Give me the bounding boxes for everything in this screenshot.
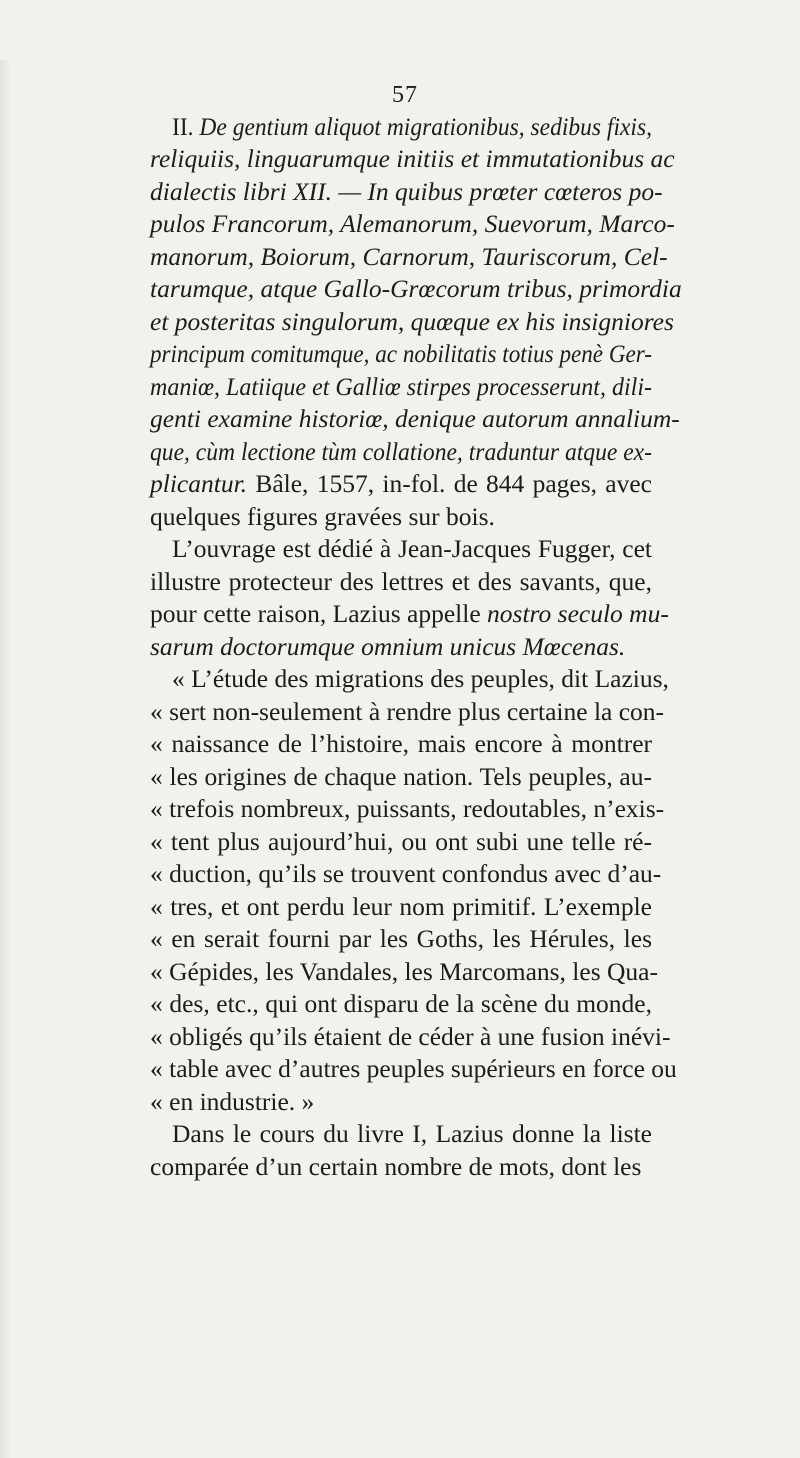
roman-run: quelques figures gravées sur bois. [150,502,495,531]
roman-run: « les origines de chaque nation. Tels peuples, au- [150,762,652,791]
text-line [172,112,652,142]
text-line [150,1022,670,1052]
italic-run: plicantur. [150,469,248,498]
roman-run: « en industrie. » [150,1087,315,1116]
page-number: 57 [392,82,418,108]
text-line [150,924,652,954]
italic-run: tarumque, atque Gallo-Grœcorum tribus, primordia [150,274,682,303]
roman-run: pour cette raison, Lazius appelle [150,599,488,628]
text-line [150,469,652,499]
text-line [150,404,680,434]
italic-run: principum comitumque, ac nobilitatis totius penè Ger- [150,339,652,368]
roman-run: Dans le cours du livre I, Lazius donne la liste [172,1119,652,1148]
text-line [150,599,669,629]
text-line [150,957,658,987]
text-line [150,567,652,597]
text-line [150,892,652,922]
text-line [172,1119,652,1149]
text-line [150,437,652,467]
roman-run: « Gépides, les Vandales, les Marcomans, les Qua- [150,957,658,986]
text-line [150,729,652,759]
italic-run: maniœ, Latiique et Galliœ stirpes processerunt, dili- [150,372,652,401]
roman-run: « table avec d’autres peuples supérieurs en force ou [150,1054,677,1083]
italic-run: reliquiis, linguarumque initiis et immutationibus ac [150,144,675,173]
roman-run: « naissance de l’histoire, mais encore à montrer [150,729,652,758]
italic-run: nostro seculo mu- [487,599,669,628]
italic-run: que, cùm lectione tùm collatione, traduntur atque ex- [150,437,652,466]
italic-run: dialectis libri XII. — In quibus prœter cœteros po- [150,177,663,206]
text-line [150,177,663,207]
text-line [150,697,664,727]
roman-run: Bâle, 1557, in-fol. de 844 pages, avec [247,469,652,498]
text-line [150,1152,641,1182]
roman-run: II. [172,112,200,141]
text-line [172,534,652,564]
roman-run: « duction, qu’ils se trouvent confondus avec d’au- [150,859,662,888]
text-line [150,827,652,857]
text-line [150,242,668,272]
roman-run: « des, etc., qui ont disparu de la scène du monde, [150,989,652,1018]
text-line [172,664,669,694]
italic-run: manorum, Boiorum, Carnorum, Tauriscorum, Cel- [150,242,668,271]
text-line [150,859,661,889]
italic-run: genti examine historiœ, denique autorum annalium- [150,404,680,433]
italic-run: De gentium aliquot migrationibus, sedibus fixis, [199,112,653,141]
roman-run: « sert non-seulement à rendre plus certaine la con- [150,697,665,726]
roman-run: « L’étude des migrations des peuples, dit Lazius, [172,664,669,693]
roman-run: illustre protecteur des lettres et des savants, que, [150,567,652,596]
text-line [150,989,652,1019]
roman-run: « trefois nombreux, puissants, redoutables, n’exis- [150,794,665,823]
text-line [150,762,652,792]
text-line [150,209,675,239]
italic-run: sarum doctorumque omnium unicus Mœcenas. [150,632,626,661]
text-line [150,307,674,337]
text-line [150,372,652,402]
text-line [150,502,495,532]
roman-run: « en serait fourni par les Goths, les Hérules, les [150,924,652,953]
text-line [150,274,682,304]
text-line [150,1054,677,1084]
roman-run: « tent plus aujourd’hui, ou ont subi une telle ré- [150,827,652,856]
roman-run: « obligés qu’ils étaient de céder à une fusion inévi- [150,1022,671,1051]
page-gutter-shadow [0,60,12,1458]
roman-run: L’ouvrage est dédié à Jean-Jacques Fugger, cet [172,534,652,563]
italic-run: pulos Francorum, Alemanorum, Suevorum, Marco- [150,209,675,238]
text-line [150,1087,314,1117]
roman-run: « tres, et ont perdu leur nom primitif. L’exemple [150,892,652,921]
text-line [150,339,652,369]
text-line [150,632,625,662]
roman-run: comparée d’un certain nombre de mots, dont les [150,1152,642,1181]
text-line [150,144,675,174]
text-line [150,794,664,824]
italic-run: et posteritas singulorum, quœque ex his insigniores [150,307,674,336]
